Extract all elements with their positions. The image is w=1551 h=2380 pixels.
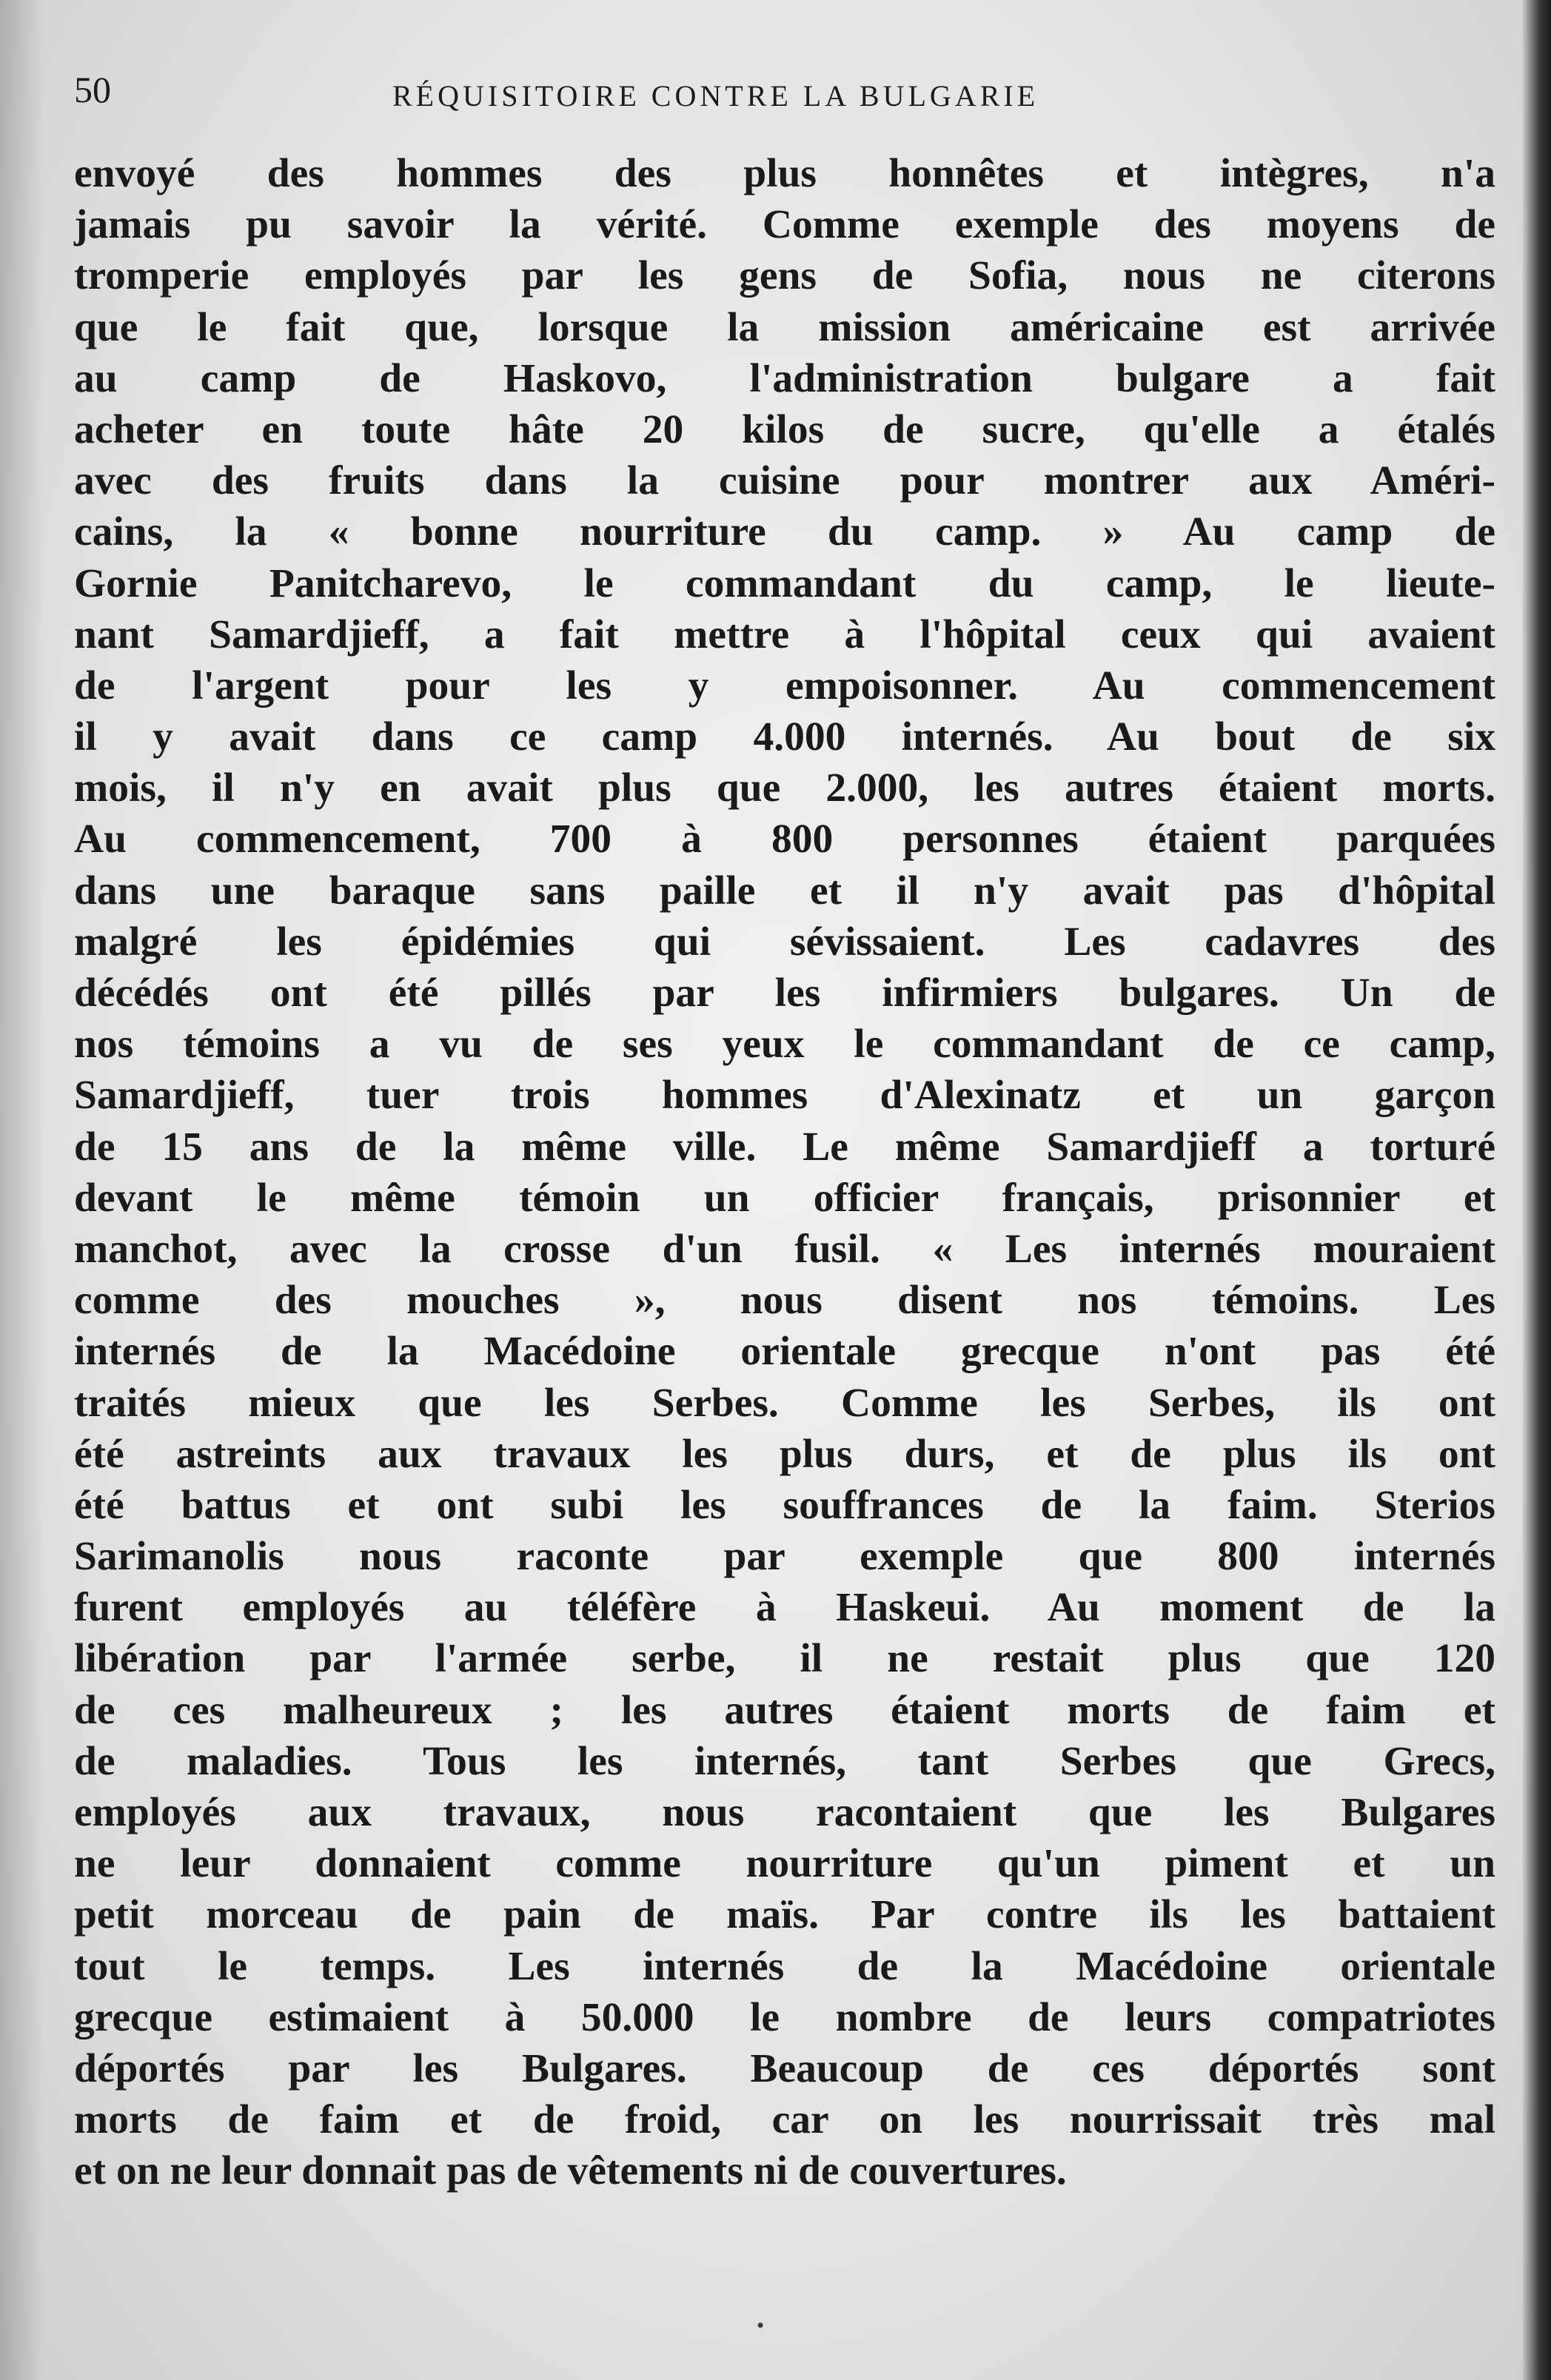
text-line: Samardjieff, tuer trois hommes d'Alexinatz et un garçon xyxy=(74,1073,1495,1119)
text-line: malgré les épidémies qui sévissaient. Les cadavres des xyxy=(74,919,1495,965)
text-line: grecque estimaient à 50.000 le nombre de leurs compatriotes xyxy=(74,1994,1495,2040)
text-line: et on ne leur donnait pas de vêtements ni de couvertures. xyxy=(74,2148,1067,2194)
text-line: il y avait dans ce camp 4.000 internés. Au bout de six xyxy=(74,714,1495,760)
text-line: nos témoins a vu de ses yeux le commandant de ce camp, xyxy=(74,1022,1495,1067)
text-line: tromperie employés par les gens de Sofia, nous ne citerons xyxy=(74,253,1495,299)
text-line: déportés par les Bulgares. Beaucoup de ces déportés sont xyxy=(74,2045,1495,2091)
page-number: 50 xyxy=(74,69,111,110)
text-line: libération par l'armée serbe, il ne restait plus que 120 xyxy=(74,1636,1495,1682)
text-line: morts de faim et de froid, car on les nourrissait très mal xyxy=(74,2097,1495,2143)
text-line: manchot, avec la crosse d'un fusil. « Les internés mouraient xyxy=(74,1226,1495,1272)
text-line: internés de la Macédoine orientale grecque n'ont pas été xyxy=(74,1329,1495,1375)
page-gutter-shadow xyxy=(0,0,44,2380)
text-line: Au commencement, 700 à 800 personnes étaient parquées xyxy=(74,817,1495,862)
text-line: envoyé des hommes des plus honnêtes et intègres, n'a xyxy=(74,151,1495,196)
text-line: décédés ont été pillés par les infirmiers bulgares. Un de xyxy=(74,971,1495,1016)
text-line: dans une baraque sans paille et il n'y avait pas d'hôpital xyxy=(74,868,1495,914)
print-dot: • xyxy=(755,2316,766,2336)
text-line: que le fait que, lorsque la mission américaine est arrivée xyxy=(74,304,1495,350)
text-line: jamais pu savoir la vérité. Comme exemple des moyens de xyxy=(74,202,1495,248)
page-header xyxy=(74,68,1481,127)
text-line: traités mieux que les Serbes. Comme les Serbes, ils ont xyxy=(74,1380,1495,1426)
text-line: au camp de Haskovo, l'administration bulgare a fait xyxy=(74,355,1495,401)
text-line: acheter en toute hâte 20 kilos de sucre, qu'elle a étalés xyxy=(74,406,1495,452)
page-right-edge xyxy=(1521,0,1551,2380)
text-line: comme des mouches », nous disent nos témoins. Les xyxy=(74,1278,1495,1324)
text-line: de ces malheureux ; les autres étaient morts de faim et xyxy=(74,1687,1495,1733)
text-line: de maladies. Tous les internés, tant Serbes que Grecs, xyxy=(74,1738,1495,1784)
text-line: été astreints aux travaux les plus durs, et de plus ils ont xyxy=(74,1431,1495,1477)
text-line: employés aux travaux, nous racontaient que les Bulgares xyxy=(74,1790,1495,1835)
text-line: de 15 ans de la même ville. Le même Samardjieff a torturé xyxy=(74,1124,1495,1170)
text-line: tout le temps. Les internés de la Macédoine orientale xyxy=(74,1943,1495,1989)
text-line: furent employés au téléfère à Haskeui. Au moment de la xyxy=(74,1585,1495,1631)
text-line: nant Samardjieff, a fait mettre à l'hôpital ceux qui avaient xyxy=(74,611,1495,657)
text-line: de l'argent pour les y empoisonner. Au commencement xyxy=(74,663,1495,708)
text-line: ne leur donnaient comme nourriture qu'un piment et un xyxy=(74,1841,1495,1887)
text-line: devant le même témoin un officier français, prisonnier et xyxy=(74,1175,1495,1221)
text-line: Gornie Panitcharevo, le commandant du camp, le lieute- xyxy=(74,560,1495,606)
text-line: été battus et ont subi les souffrances de la faim. Sterios xyxy=(74,1482,1495,1528)
body-text xyxy=(74,148,1495,2197)
text-line: cains, la « bonne nourriture du camp. » Au camp de xyxy=(74,509,1495,555)
text-line: avec des fruits dans la cuisine pour montrer aux Améri- xyxy=(74,458,1495,504)
text-line: mois, il n'y en avait plus que 2.000, les autres étaient morts. xyxy=(74,765,1495,811)
running-head: RÉQUISITOIRE CONTRE LA BULGARIE xyxy=(392,79,1039,113)
text-line: Sarimanolis nous raconte par exemple que 800 internés xyxy=(74,1534,1495,1580)
text-line: petit morceau de pain de maïs. Par contre ils les battaient xyxy=(74,1892,1495,1938)
